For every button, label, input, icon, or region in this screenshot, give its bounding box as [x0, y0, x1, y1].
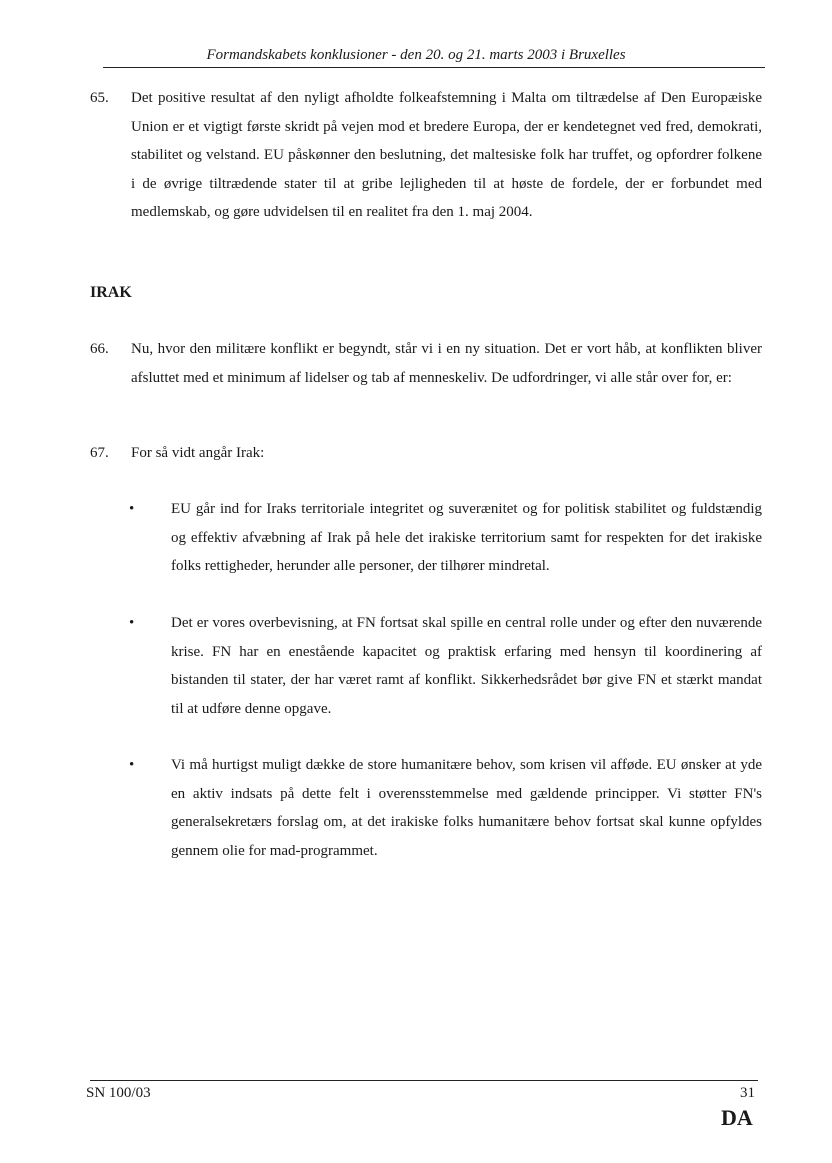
- paragraph-66: [90, 335, 762, 392]
- bullet-text: Vi må hurtigst muligt dække de store humanitære behov, som krisen vil afføde. EU ønsker at yde en aktiv indsats på dette felt i overensstemmelse med gældende principper. Vi støtter FN's generalsekretærs forslag om, at det irakiske folks humanitære behov fortsat skal kunne opfyldes gennem olie for mad-programmet.: [171, 757, 762, 859]
- header-rule: [103, 67, 765, 68]
- paragraph-number: 67.: [90, 445, 109, 461]
- bullet-icon: •: [129, 757, 135, 773]
- bullet-text: EU går ind for Iraks territoriale integritet og suverænitet og for politisk stabilitet og fuldstændig og effektiv afvæbning af Irak på hele det irakiske territorium samt for respekten for det irakiske folks rettigheder, herunder alle personer, der tilhører mindretal.: [171, 501, 762, 575]
- paragraph-67: [90, 439, 762, 468]
- bullet-item-2: [90, 609, 762, 723]
- header-title: Formandskabets konklusioner - den 20. og 21. marts 2003 i Bruxelles: [206, 47, 626, 63]
- section-heading: IRAK: [90, 284, 132, 301]
- paragraph-65: [90, 84, 762, 227]
- language-code: DA: [721, 1105, 753, 1130]
- paragraph-text: Det positive resultat af den nyligt afholdte folkeafstemning i Malta om tiltrædelse af Den Europæiske Union er et vigtigt første skridt på vejen mod et bredere Europa, der er kendetegnet ved fred, demokrati, stabilitet og velstand. EU påskønner den beslutning, det maltesiske folk har truffet, og opfordrer folkene i de øvrige tiltrædende stater til at gribe lejligheden til at høste de fordele, der er forbundet med medlemskab, og gøre udvidelsen til en realitet fra den 1. maj 2004.: [131, 90, 762, 221]
- document-reference: SN 100/03: [86, 1085, 151, 1101]
- bullet-item-1: [90, 495, 762, 581]
- bullet-item-3: [90, 751, 762, 865]
- bullet-icon: •: [129, 615, 135, 631]
- paragraph-text: Nu, hvor den militære konflikt er begyndt, står vi i en ny situation. Det er vort håb, at konflikten bliver afsluttet med et minimum af lidelser og tab af menneskeliv. De udfordringer, vi alle står over for, er:: [131, 341, 762, 386]
- paragraph-text: For så vidt angår Irak:: [131, 445, 265, 461]
- bullet-text: Det er vores overbevisning, at FN fortsat skal spille en central rolle under og efter den nuværende krise. FN har en enestående kapacitet og praktisk erfaring med hensyn til koordinering af bistanden til stater, der har været ramt af konflikt. Sikkerhedsrådet bør give FN et stærkt mandat til at udføre denne opgave.: [171, 615, 762, 717]
- bullet-icon: •: [129, 501, 135, 517]
- paragraph-number: 66.: [90, 341, 109, 357]
- paragraph-number: 65.: [90, 90, 109, 106]
- page-number: 31: [740, 1085, 755, 1101]
- footer-rule: [90, 1080, 758, 1081]
